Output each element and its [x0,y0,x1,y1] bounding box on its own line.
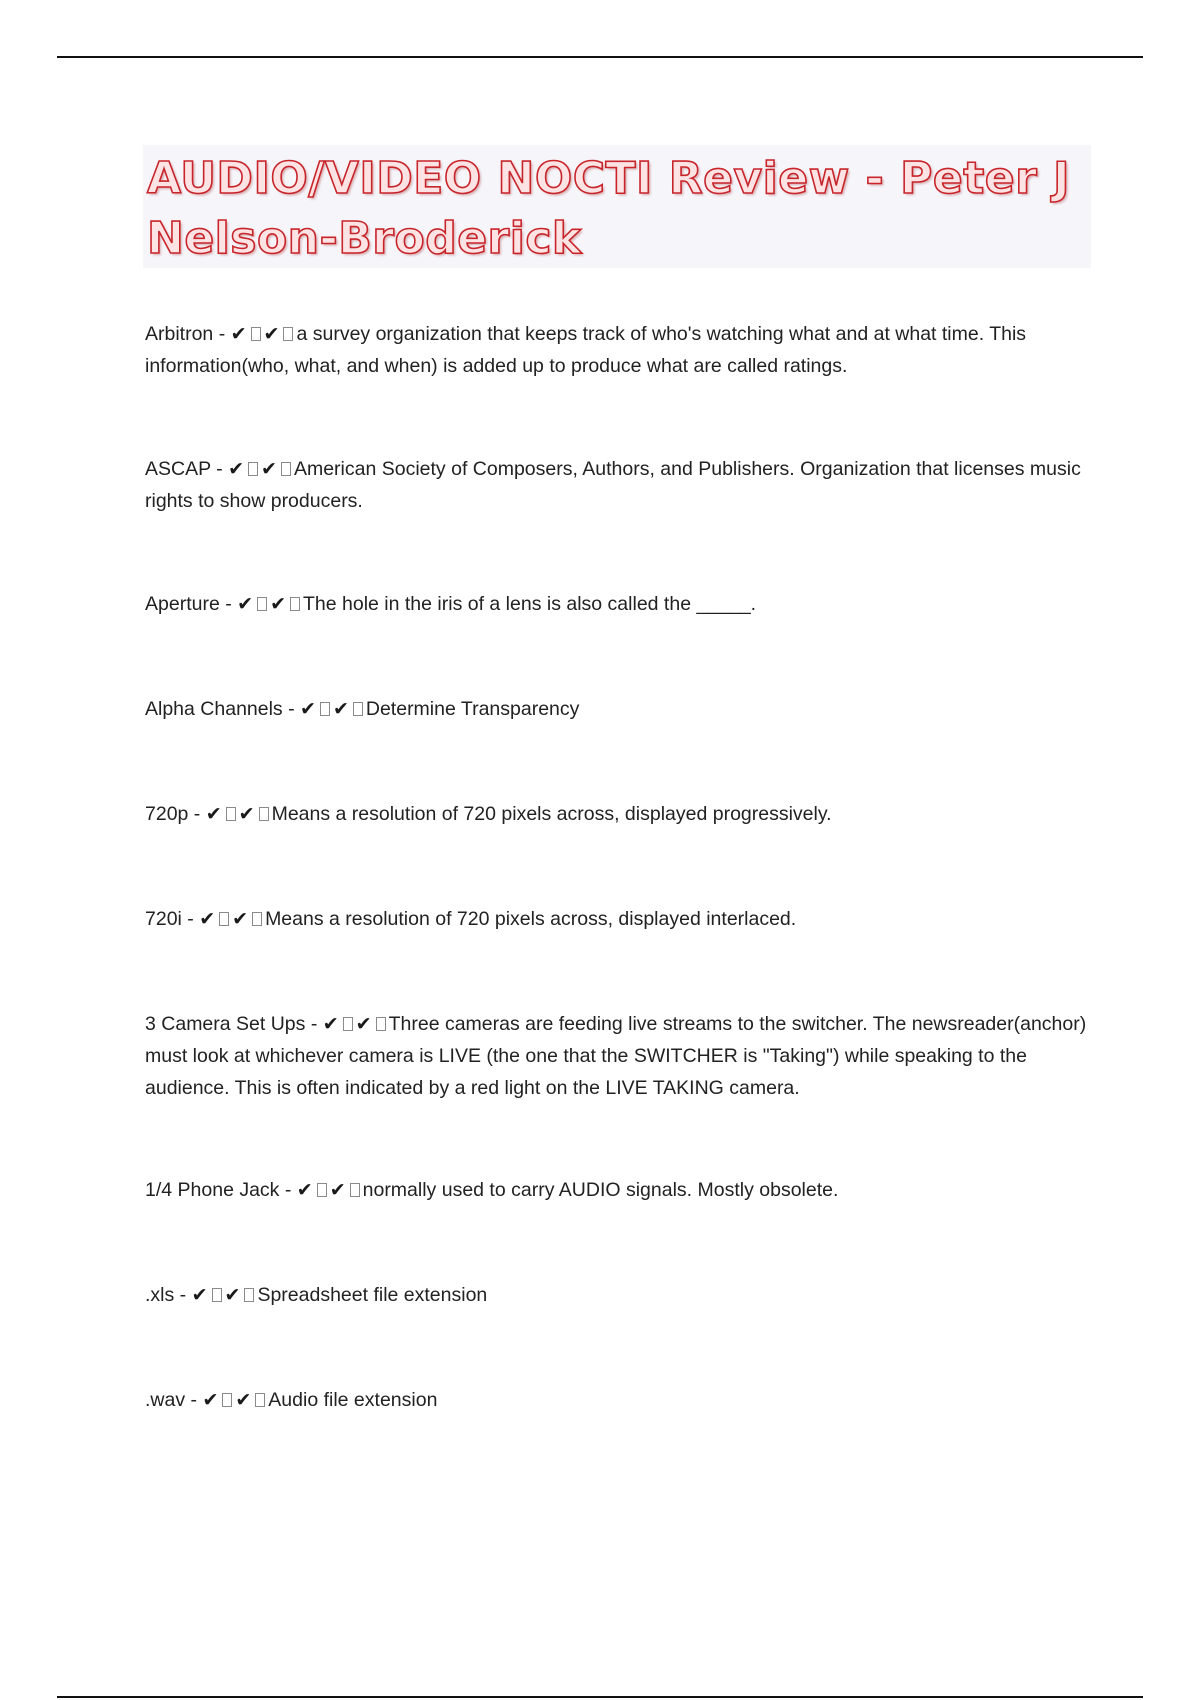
entry-separator: - [210,458,229,480]
check-icon: ✔ [270,593,286,615]
glossary-entry [145,453,1095,517]
check-icon: ✔ [230,323,247,345]
missing-glyph-icon [353,702,363,716]
missing-glyph-icon [219,912,229,926]
missing-glyph-icon [259,807,269,821]
entry-separator: - [185,1389,203,1411]
missing-glyph-icon [255,1393,265,1407]
top-rule [57,56,1143,58]
missing-glyph-icon [244,1288,254,1302]
entry-term: Aperture [145,593,220,615]
check-icon: ✔ [191,1284,208,1306]
check-icon: ✔ [202,1389,219,1411]
check-icon: ✔ [232,908,249,930]
entry-term: ASCAP [145,458,211,480]
entry-separator: - [305,1013,323,1035]
check-icon: ✔ [355,1013,372,1035]
entry-separator: - [181,908,200,930]
missing-glyph-icon [226,807,236,821]
missing-glyph-icon [252,912,262,926]
entry-definition: The hole in the iris of a lens is also called the _____. [302,593,757,615]
check-icon: ✔ [238,803,255,825]
entry-separator: - [188,803,206,825]
missing-glyph-icon [320,702,330,716]
missing-glyph-icon [343,1017,353,1031]
check-icon: ✔ [261,458,277,480]
entry-term: 1/4 Phone Jack [145,1179,280,1201]
check-icon: ✔ [205,803,222,825]
glossary-entry [145,798,1095,830]
missing-glyph-icon [281,462,291,476]
glossary-entry [145,693,1095,725]
check-icon: ✔ [322,1013,339,1035]
entry-term: 720i [145,908,182,930]
missing-glyph-icon [350,1183,360,1197]
entry-separator: - [174,1284,192,1306]
check-icon: ✔ [263,323,280,345]
entry-term: 720p [145,803,189,825]
missing-glyph-icon [222,1393,232,1407]
entry-separator: - [219,593,238,615]
entry-separator: - [282,698,301,720]
entry-definition: a survey organization that keeps track of who's watching what and at what time. This information(who, what, and when) is added up to produce what are called ratings. [145,323,1027,377]
check-icon: ✔ [300,698,316,720]
missing-glyph-icon [251,327,261,341]
bottom-rule [57,1696,1143,1698]
missing-glyph-icon [257,597,267,611]
glossary-entry [145,318,1095,382]
entry-separator: - [213,323,231,345]
check-icon: ✔ [224,1284,241,1306]
entry-definition: Means a resolution of 720 pixels across, displayed progressively. [271,803,832,825]
title-block [143,145,1091,268]
glossary-entry [145,1174,1095,1206]
check-icon: ✔ [296,1179,313,1201]
entry-definition: Spreadsheet file extension [257,1284,488,1306]
missing-glyph-icon [290,597,300,611]
glossary-entry [145,588,1095,620]
check-icon: ✔ [237,593,254,615]
document-title: AUDIO/VIDEO NOCTI Review - Peter J Nelson-Broderick [147,153,1070,264]
entry-definition: normally used to carry AUDIO signals. Mostly obsolete. [362,1179,839,1201]
glossary-entry [145,1279,1095,1311]
missing-glyph-icon [248,462,258,476]
entry-term: Arbitron [145,323,214,345]
check-icon: ✔ [329,1179,346,1201]
entry-definition: Audio file extension [268,1389,438,1411]
entry-definition: Three cameras are feeding live streams to the switcher. The newsreader(anchor) must look at whichever camera is LIVE (the one that the SWITCHER is "Taking") while speaking to the audience. This is often indicated by a red light on the LIVE TAKING camera. [145,1013,1087,1099]
entry-term: .wav [145,1389,186,1411]
entry-definition: American Society of Composers, Authors, and Publishers. Organization that licenses music rights to show producers. [145,458,1081,512]
check-icon: ✔ [332,698,349,720]
entry-separator: - [279,1179,297,1201]
entry-definition: Determine Transparency [365,698,580,720]
missing-glyph-icon [317,1183,327,1197]
check-icon: ✔ [199,908,216,930]
missing-glyph-icon [376,1017,386,1031]
glossary-entry [145,903,1095,935]
entry-term: 3 Camera Set Ups [145,1013,306,1035]
check-icon: ✔ [235,1389,252,1411]
glossary-entry [145,1008,1095,1104]
missing-glyph-icon [283,327,293,341]
missing-glyph-icon [212,1288,222,1302]
entry-definition: Means a resolution of 720 pixels across, displayed interlaced. [265,908,797,930]
check-icon: ✔ [228,458,245,480]
entry-term: .xls [145,1284,175,1306]
entry-term: Alpha Channels [145,698,283,720]
glossary-entry [145,1384,1095,1416]
